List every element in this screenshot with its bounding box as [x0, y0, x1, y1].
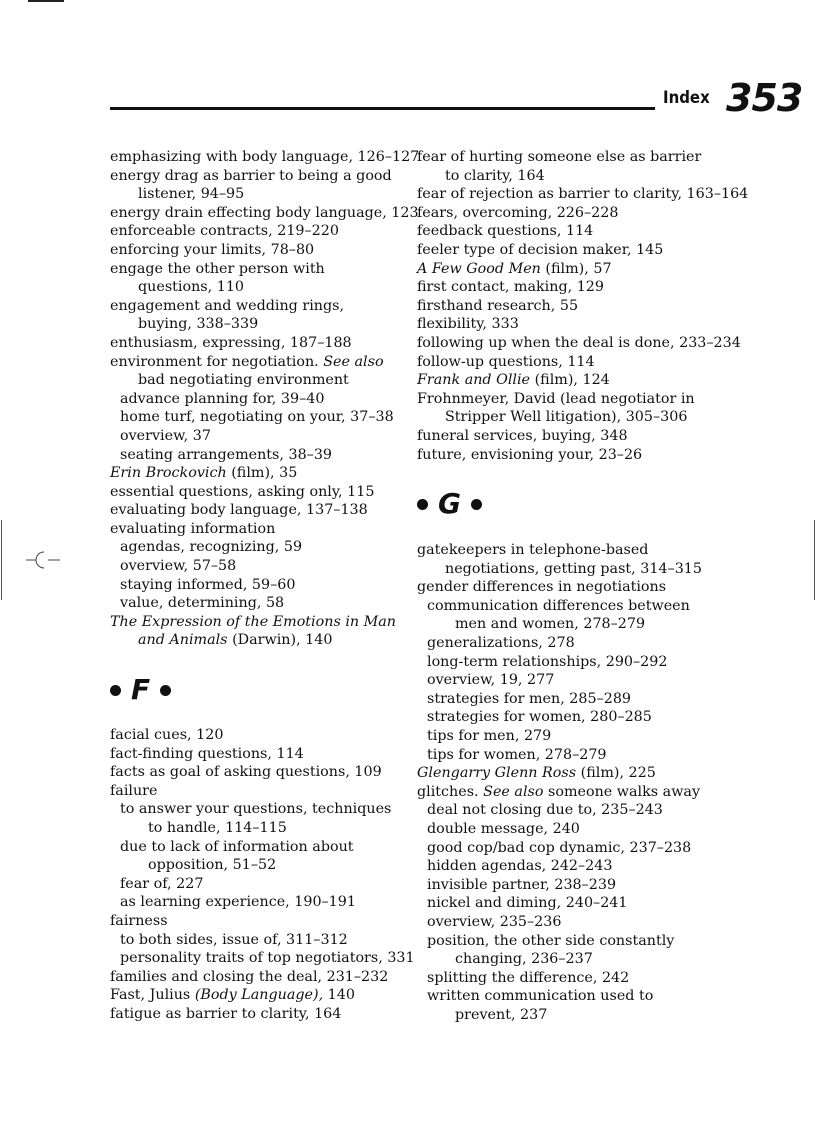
entry-text: seating arrangements, 38–39	[120, 446, 333, 463]
entry-text: engagement and wedding rings, buying, 338–339	[110, 297, 345, 333]
entry-text: engage the other person with questions, 110	[110, 260, 325, 296]
index-column-right	[417, 148, 749, 1025]
entry-text: value, determining, 58	[120, 595, 285, 612]
entry-text: overview, 57–58	[120, 558, 237, 575]
index-entry	[110, 745, 400, 764]
entry-text: (film), 225	[576, 765, 656, 782]
index-entry	[417, 315, 717, 334]
entry-text: glitches.	[417, 783, 479, 800]
index-subentry	[417, 987, 717, 1024]
index-entry	[417, 371, 717, 390]
margin-mark-left	[1, 520, 2, 600]
entry-text: to answer your questions, techniques to handle, 114–115	[120, 801, 392, 836]
index-subentry	[417, 671, 717, 690]
index-subentry	[110, 390, 400, 409]
entry-text: home turf, negotiating on your, 37–38	[120, 409, 394, 426]
entry-text: following up when the deal is done, 233–234	[417, 334, 741, 351]
index-entry	[417, 334, 741, 353]
entry-title: (Body Language),	[194, 987, 324, 1004]
entry-text: bad negotiating environment	[138, 372, 349, 389]
index-subentry	[417, 857, 717, 876]
index-entry	[110, 986, 400, 1005]
entry-text: (film), 35	[226, 465, 298, 482]
entries-e	[110, 148, 420, 650]
entry-text: position, the other side constantly changing, 236–237	[427, 932, 675, 968]
entry-text: written communication used to prevent, 237	[427, 988, 654, 1023]
entry-text: first contact, making, 129	[417, 279, 604, 296]
entry-text: overview, 19, 277	[427, 672, 555, 689]
index-subentry	[417, 708, 717, 727]
index-subentry	[110, 893, 400, 912]
section-letter: F	[131, 673, 151, 707]
index-subentry	[110, 446, 400, 465]
index-subentry	[417, 969, 717, 988]
entry-text: 140	[323, 987, 355, 1004]
index-entry	[417, 578, 717, 597]
entry-text: fears, overcoming, 226–228	[417, 204, 619, 221]
entry-text: agendas, recognizing, 59	[120, 539, 303, 556]
index-subentry	[417, 746, 717, 765]
entry-text: families and closing the deal, 231–232	[110, 968, 389, 985]
entry-text: advance planning for, 39–40	[120, 390, 325, 407]
entry-text: enforceable contracts, 219–220	[110, 223, 339, 240]
index-entry	[417, 541, 717, 578]
entry-text: tips for men, 279	[427, 728, 552, 745]
crop-mark-top	[28, 0, 64, 2]
page-number: 353	[726, 76, 803, 120]
entry-title: The Expression of the Emotions in Man and Animals	[110, 613, 397, 649]
index-subentry	[110, 838, 400, 875]
index-subentry	[110, 875, 400, 894]
index-entry	[110, 167, 400, 204]
entry-text: deal not closing due to, 235–243	[427, 802, 663, 819]
index-entry	[417, 260, 717, 279]
index-entry	[110, 613, 400, 650]
entries-f-continued	[417, 148, 749, 464]
index-entry	[110, 222, 400, 241]
entry-text: strategies for men, 285–289	[427, 690, 632, 707]
index-entry	[417, 783, 717, 802]
section-heading-f	[110, 655, 400, 726]
index-subentry	[417, 932, 717, 969]
entry-text: staying informed, 59–60	[120, 576, 296, 593]
index-entry	[110, 1005, 400, 1024]
entry-text: to both sides, issue of, 311–312	[120, 931, 348, 948]
entry-text: (film), 57	[540, 260, 612, 277]
bullet-icon	[110, 685, 121, 696]
index-entry	[110, 912, 400, 931]
index-entry	[110, 483, 400, 502]
entry-text: feeler type of decision maker, 145	[417, 241, 664, 258]
index-subentry	[417, 913, 717, 932]
entry-text: emphasizing with body language, 126–127	[110, 149, 420, 165]
index-subentry	[417, 690, 717, 709]
entry-text: generalizations, 278	[427, 635, 575, 652]
entry-text: facts as goal of asking questions, 109	[110, 764, 382, 781]
entries-f	[110, 726, 415, 1024]
index-entry	[110, 334, 400, 353]
entry-text: as learning experience, 190–191	[120, 894, 356, 911]
index-entry	[110, 501, 400, 520]
entry-text: personality traits of top negotiators, 331	[120, 950, 415, 967]
entry-text: overview, 37	[120, 427, 211, 444]
index-entry	[417, 204, 717, 223]
index-subentry	[417, 894, 717, 913]
entry-text: tips for women, 278–279	[427, 746, 607, 763]
index-entry	[417, 297, 717, 316]
entry-text: gatekeepers in telephone-based negotiations, getting past, 314–315	[417, 542, 702, 577]
index-subentry	[110, 949, 415, 968]
entry-title: Erin Brockovich	[110, 465, 227, 482]
index-subentry	[417, 634, 717, 653]
index-subentry	[417, 727, 717, 746]
index-subentry	[417, 597, 717, 634]
margin-mark-right	[814, 520, 815, 600]
index-subentry	[417, 653, 717, 672]
entry-text: enforcing your limits, 78–80	[110, 241, 315, 258]
entry-title: Glengarry Glenn Ross	[417, 765, 577, 782]
entry-text: firsthand research, 55	[417, 297, 579, 314]
index-subentry	[110, 800, 400, 837]
entry-text: Fast, Julius	[110, 987, 195, 1004]
entry-text: gender differences in negotiations	[417, 579, 667, 596]
entry-text: strategies for women, 280–285	[427, 709, 652, 726]
index-entry	[417, 427, 717, 446]
header-rule	[110, 107, 655, 110]
entry-title: Frank and Ollie	[417, 372, 531, 389]
entry-text: long-term relationships, 290–292	[427, 653, 668, 670]
entry-text: fear of, 227	[120, 875, 204, 892]
entry-text: energy drain effecting body language, 123	[110, 204, 419, 221]
index-subentry	[110, 408, 400, 427]
index-entry	[417, 241, 717, 260]
entry-text: follow-up questions, 114	[417, 353, 595, 370]
entry-text: fact-finding questions, 114	[110, 745, 304, 762]
bullet-icon	[417, 499, 428, 510]
entry-text: fear of hurting someone else as barrier to clarity, 164	[417, 149, 702, 184]
index-subentry	[110, 576, 400, 595]
index-entry	[417, 148, 717, 185]
index-subentry	[417, 801, 717, 820]
entry-text: hidden agendas, 242–243	[427, 858, 613, 875]
index-entry	[110, 204, 419, 223]
bullet-icon	[471, 499, 482, 510]
entry-text: environment for negotiation.	[110, 353, 319, 370]
entry-text: essential questions, asking only, 115	[110, 483, 375, 500]
running-head: Index	[663, 88, 710, 108]
index-entry	[417, 390, 717, 427]
section-letter: G	[438, 486, 461, 520]
index-subentry	[110, 557, 400, 576]
index-entry	[110, 260, 400, 297]
entry-text: future, envisioning your, 23–26	[417, 446, 643, 463]
entry-text: feedback questions, 114	[417, 223, 594, 240]
entry-text: evaluating information	[110, 520, 276, 537]
see-also: See also	[323, 353, 384, 370]
entries-g	[417, 541, 717, 1024]
index-subentry	[417, 876, 717, 895]
see-also: See also	[483, 783, 544, 800]
index-entry	[110, 520, 400, 539]
index-entry	[110, 297, 400, 334]
index-subentry	[110, 931, 400, 950]
index-entry	[110, 763, 400, 782]
index-subentry	[110, 427, 400, 446]
entry-text: someone walks away	[543, 783, 701, 800]
index-entry	[110, 968, 400, 987]
entry-text: due to lack of information about opposition, 51–52	[120, 838, 354, 874]
entry-text: failure	[110, 782, 158, 799]
entry-text: communication differences between men and women, 278–279	[427, 597, 690, 633]
entry-text: (Darwin), 140	[227, 632, 333, 649]
index-entry	[110, 726, 400, 745]
index-entry	[110, 353, 400, 390]
bullet-icon	[160, 685, 171, 696]
entry-text: enthusiasm, expressing, 187–188	[110, 334, 352, 351]
index-column-left	[110, 148, 420, 1024]
index-entry	[417, 764, 717, 783]
entry-text: good cop/bad cop dynamic, 237–238	[427, 839, 692, 856]
entry-text: nickel and diming, 240–241	[427, 895, 628, 912]
index-entry	[417, 185, 749, 204]
entry-text: energy drag as barrier to being a good listener, 94–95	[110, 167, 392, 203]
entry-text: splitting the difference, 242	[427, 969, 630, 986]
index-subentry	[110, 538, 400, 557]
entry-text: (film), 124	[530, 372, 610, 389]
entry-text: flexibility, 333	[417, 316, 519, 333]
entry-text: facial cues, 120	[110, 727, 224, 744]
index-entry	[110, 241, 400, 260]
entry-text: overview, 235–236	[427, 913, 562, 930]
index-entry	[417, 278, 717, 297]
entry-text: fairness	[110, 912, 168, 929]
index-subentry	[417, 839, 717, 858]
entry-text: funeral services, buying, 348	[417, 427, 628, 444]
index-entry	[417, 353, 717, 372]
entry-text: Frohnmeyer, David (lead negotiator in Stripper Well litigation), 305–306	[417, 390, 695, 426]
entry-text: fatigue as barrier to clarity, 164	[110, 1005, 342, 1022]
index-entry	[110, 148, 420, 167]
registration-mark-icon	[26, 548, 66, 572]
entry-text: fear of rejection as barrier to clarity, 163–164	[417, 186, 749, 203]
index-entry	[110, 782, 400, 801]
entry-text: invisible partner, 238–239	[427, 876, 617, 893]
entry-text: double message, 240	[427, 821, 580, 837]
index-entry	[417, 446, 717, 465]
section-heading-g	[417, 467, 717, 541]
index-subentry	[417, 820, 717, 839]
entry-title: A Few Good Men	[417, 260, 541, 277]
index-subentry	[110, 594, 400, 613]
index-entry	[110, 464, 400, 483]
index-entry	[417, 222, 717, 241]
entry-text: evaluating body language, 137–138	[110, 502, 368, 519]
